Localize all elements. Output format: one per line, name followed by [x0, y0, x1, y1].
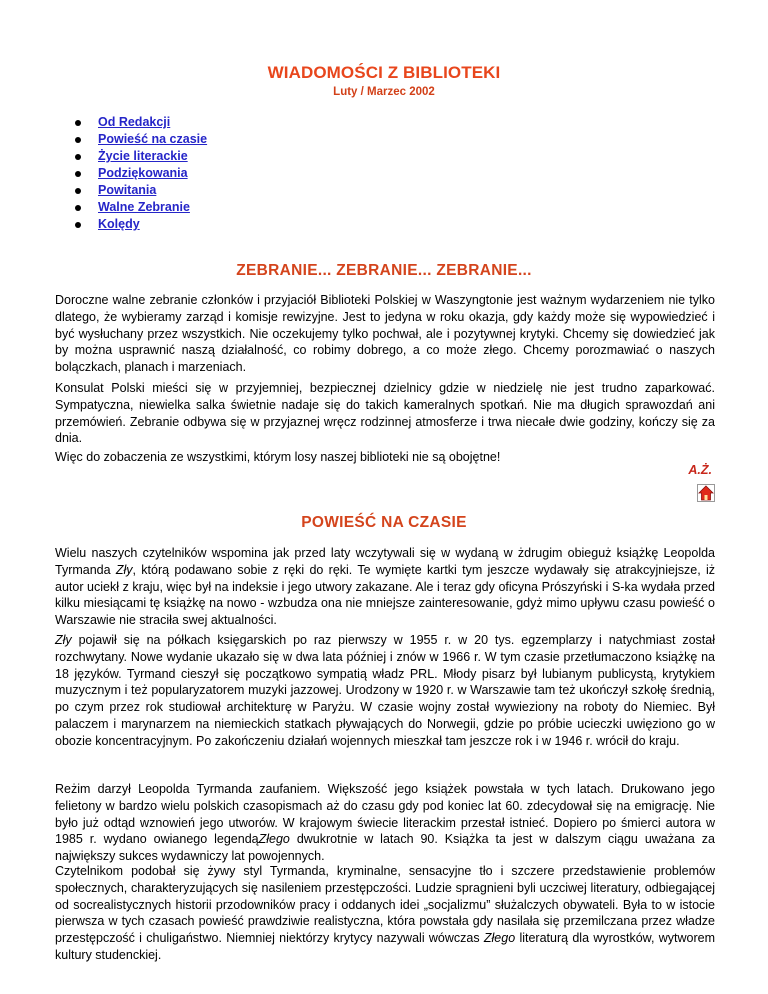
section-heading-zebranie: ZEBRANIE... ZEBRANIE... ZEBRANIE...: [236, 262, 532, 279]
back-to-top-home-icon[interactable]: [697, 484, 715, 502]
page-subtitle-date: Luty / Marzec 2002: [333, 86, 435, 98]
zebranie-paragraph-2: Konsulat Polski mieści się w przyjemniej, bezpiecznej dzielnicy gdzie w niedzielę nie jest trudno zaparkować. Sympatyczna, niewielka salka świetnie nadaje się do takich kameralnych spotkań. Nie ma długich sprawozdań ani przemówień. Zebranie odbywa się w przyjaznej wręcz rodzinnej atmosferze i trwa niecałe dwie godziny, kończy się za dnia.: [55, 381, 715, 446]
toc-item-walne-zebranie: [74, 199, 207, 216]
toc-link-podziekowania[interactable]: Podziękowania: [98, 166, 188, 180]
page-title: WIADOMOŚCI Z BIBLIOTEKI: [267, 63, 501, 82]
powiesc-paragraph-2: Zły pojawił się na półkach księgarskich po raz pierwszy w 1955 r. w 20 tys. egzemplarzy i natychmiast został rozchwytany. Nowe wydanie ukazało się w dwa lata później i znów w 1966 r. W tym czasie przetłumaczono książkę na 18 języków. Tyrmand cieszył się początkowo sympatią władz PRL. Młody pisarz był lubianym publicystą, krytykiem muzycznym i też popularyzatorem muzyki jazzowej. Urodzony w 1920 r. w Warszawie tam też ukończył szkołę średnią, po czym przez rok studiował architekturę w Paryżu. W czasie wojny został wywieziony na roboty do Niemiec. Był palaczem i marynarzem na niemieckich statkach pływających do Norwegii, gdzie po próbie ucieczki uwięziono go w obozie koncentracyjnym. Po zakończeniu działań wojennych mieszkał tam jeszcze rok i w 1946 r. wrócił do kraju.: [55, 633, 715, 748]
author-signature: A.Ż.: [688, 463, 712, 477]
toc-item-od-redakcji: [74, 114, 207, 131]
toc-item-koledy: [74, 216, 207, 233]
toc-link-od-redakcji[interactable]: Od Redakcji: [98, 115, 171, 129]
toc-link-walne-zebranie[interactable]: Walne Zebranie: [98, 200, 190, 214]
toc-link-zycie-literackie[interactable]: Życie literackie: [98, 149, 188, 163]
toc-item-powiesc: [74, 131, 207, 148]
powiesc-paragraph-1: Wielu naszych czytelników wspomina jak przed laty wczytywali się w wydaną w żdrugim obieguż książkę Leopolda Tyrmanda Zły, którą podawano sobie z ręki do ręki. Te wymięte kartki tym jeszcze wydawały się atrakcyjniejsze, iż autor uciekł z kraju, więc był na indeksie i jego utwory zakazane. Ale i teraz gdy oficyna Prószyński i S-ka wydała przed kilku miesiącami tę książkę na nowo - wzbudza ona nie mniejsze zainteresowanie, gdyż mimo upływu czasu powieść o Warszawie nie straciła swej aktualności.: [55, 546, 715, 628]
table-of-contents: [74, 114, 207, 233]
toc-link-powiesc-na-czasie[interactable]: Powieść na czasie: [98, 132, 208, 146]
toc-item-podziekowania: [74, 165, 207, 182]
bullet-icon: [75, 205, 81, 211]
powiesc-paragraph-3: Reżim darzył Leopolda Tyrmanda zaufaniem. Większość jego książek powstała w tych latach. Drukowano jego felietony w bardzo wielu polskich czasopismach aż do czasu gdy pod koniec lat 60. zdecydował się na emigrację. Nie było już odtąd wznowień jego utworów. W krajowym świecie literackim przestał istnieć. Dopiero po śmierci autora w 1985 r. wydano owianego legendąZłego dwukrotnie w latach 90. Książka ta jest w dalszym ciągu uważana za największy sukces wydawniczy lat powojennych.: [55, 782, 716, 864]
toc-link-koledy[interactable]: Kolędy: [98, 217, 140, 231]
zebranie-paragraph-3: Więc do zobaczenia ze wszystkimi, którym losy naszej biblioteki nie są obojętne!: [55, 450, 501, 464]
zebranie-paragraph-1: Doroczne walne zebranie członków i przyjaciół Biblioteki Polskiej w Waszyngtonie jest ważnym wydarzeniem nie tylko dlatego, że wybieramy zarząd i komisje rewizyjne. Jest to jedyna w roku okazja, gdy każdy może się wypowiedzieć i być wysłuchany przez wszystkich. Nie oczekujemy tylko pochwał, ale i pozytywnej krytyki. Chcemy się dowiedzieć jak by można usprawnić naszą działalność, co robimy dobrego, a co może złego. Chcemy porozmawiać o naszych bolączkach, planach i marzeniach.: [55, 293, 715, 375]
bullet-icon: [75, 188, 81, 194]
bullet-icon: [75, 120, 81, 126]
bullet-icon: [75, 222, 81, 228]
bullet-icon: [75, 171, 81, 177]
bullet-icon: [75, 154, 81, 160]
bullet-icon: [75, 137, 81, 143]
toc-item-powitania: [74, 182, 207, 199]
toc-link-powitania[interactable]: Powitania: [98, 183, 157, 197]
toc-item-zycie: [74, 148, 207, 165]
section-heading-powiesc: POWIEŚĆ NA CZASIE: [301, 514, 467, 531]
powiesc-paragraph-4: Czytelnikom podobał się żywy styl Tyrmanda, kryminalne, sensacyjne tło i szczere przedstawienie problemów społecznych, charakteryzujących się nasileniem przestępczości. Ludzie spragnieni byli uczciwej literatury, odbiegającej od socrealistycznych historii przodowników pracy i oddanych idei „socjalizmu” służalczych obywateli. Była to w istocie pierwsza w tych czasach powieść prawdziwie realistyczna, która powstała gdy nasilała się przemilczana przez władze przestępczość i chuligaństwo. Niemniej niektórzy krytycy nazywali wówczas Złego literaturą dla wyrostków, wytworem kultury studenckiej.: [55, 864, 715, 962]
